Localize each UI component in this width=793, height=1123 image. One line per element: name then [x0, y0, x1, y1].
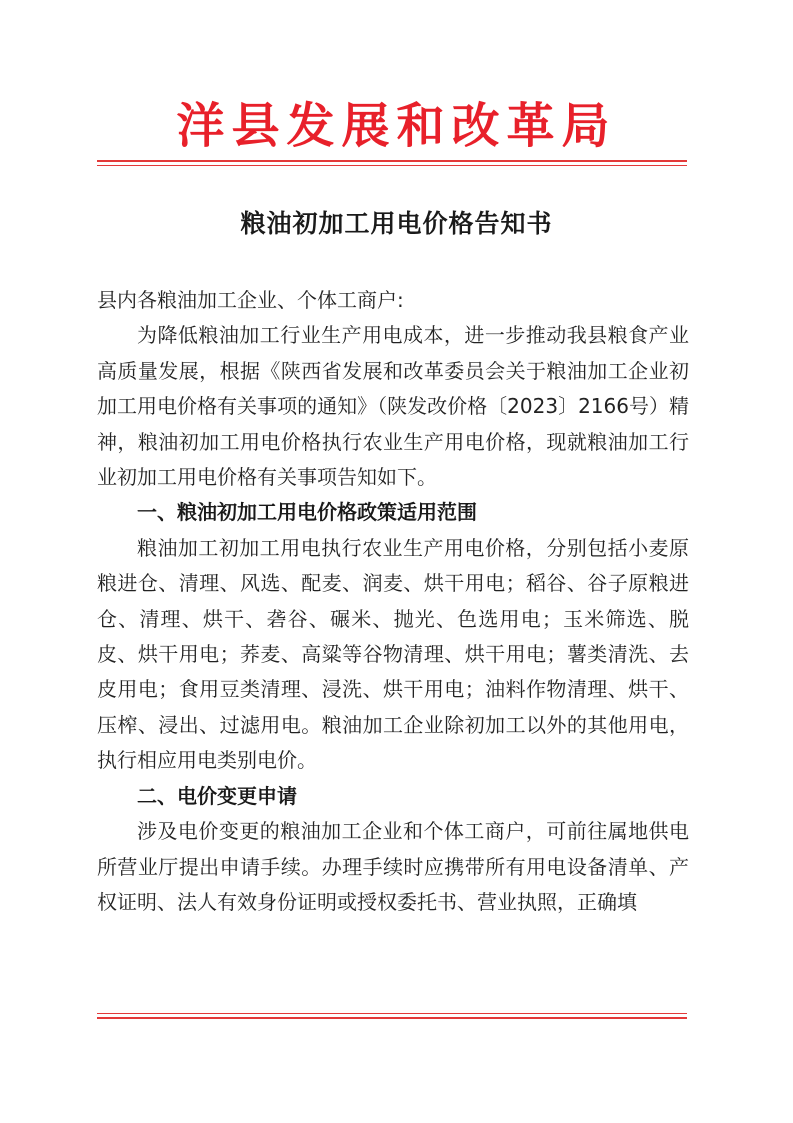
section-body-scope: 粮油加工初加工用电执行农业生产用电价格，分别包括小麦原粮进仓、清理、风选、配麦、润麦、烘干用电；稻谷、谷子原粮进仓、清理、烘干、砻谷、碾米、抛光、色选用电；玉米筛选、脱皮、烘干用电；荞麦、高粱等谷物清理、烘干用电；薯类清洗、去皮用电；食用豆类清理、浸洗、烘干用电；油料作物清理、烘干、压榨、浸出、过滤用电。粮油加工企业除初加工以外的其他用电，执行相应用电类别电价。 — [97, 535, 689, 773]
document-body — [97, 283, 689, 920]
document-title: 粮油初加工用电价格告知书 — [240, 209, 553, 238]
header-rule-bottom — [97, 165, 687, 166]
salutation: 县内各粮油加工企业、个体工商户: — [97, 288, 404, 312]
section-heading-scope: 一、粮油初加工用电价格政策适用范围 — [137, 500, 477, 525]
organization-header: 洋县发展和改革局 — [176, 98, 617, 154]
section-body-application: 涉及电价变更的粮油加工企业和个体工商户，可前往属地供电所营业厅提出申请手续。办理手续时应携带所有用电设备清单、产权证明、法人有效身份证明或授权委托书、营业执照，正确填 — [97, 819, 689, 914]
section-heading-application: 二、电价变更申请 — [137, 783, 297, 808]
footer-rule-bottom — [97, 1017, 687, 1019]
footer-rule-top — [97, 1013, 687, 1014]
intro-paragraph: 为降低粮油加工行业生产用电成本，进一步推动我县粮食产业高质量发展，根据《陕西省发展和改革委员会关于粮油加工企业初加工用电价格有关事项的通知》（陕发改价格〔2023〕2166号）精神，粮油初加工用电价格执行农业生产用电价格，现就粮油加工行业初加工用电价格有关事项告知如下。 — [97, 323, 689, 490]
header-rule-top — [97, 160, 687, 162]
